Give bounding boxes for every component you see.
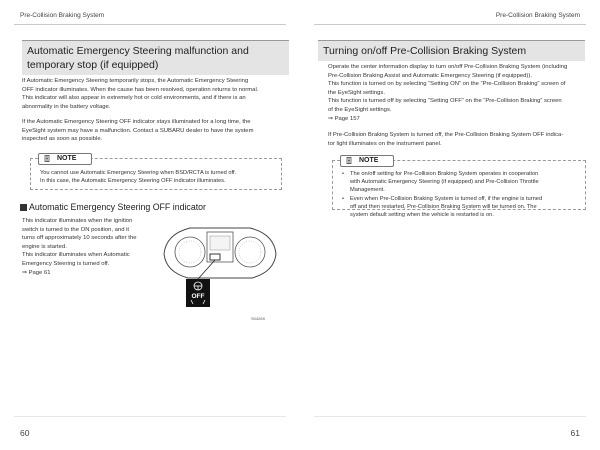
note-body-right bbox=[342, 170, 579, 219]
text-line: If Automatic Emergency Steering temporarily stops, the Automatic Emergency Steering bbox=[22, 78, 249, 84]
text-line: system default setting when the vehicle is restarted is on. bbox=[350, 212, 494, 219]
text-line: tor light illuminates on the instrument panel. bbox=[328, 140, 442, 147]
text-line: of the EyeSight settings. bbox=[328, 106, 392, 113]
running-header-right: Pre-Collision Braking System bbox=[495, 12, 580, 19]
text-line: OFF indicator illuminates. When the cause has been resolved, operation returns to normal. bbox=[22, 86, 259, 93]
page-number-left: 60 bbox=[20, 428, 30, 438]
page-ref-157[interactable]: ⇒ Page 157 bbox=[328, 115, 360, 122]
section-title-malfunction bbox=[22, 40, 289, 75]
note-icon bbox=[346, 157, 352, 164]
footer-rule-left bbox=[14, 416, 286, 417]
text-line: Emergency Steering is turned off. bbox=[22, 260, 110, 267]
text-line: EyeSight system may have a malfunction. Contact a SUBARU dealer to have the system bbox=[22, 127, 254, 134]
text-line: This indicator will also appear in extremely hot or cold environments, and if there is an bbox=[22, 95, 246, 102]
off-indicator-paragraph bbox=[22, 217, 154, 277]
section-title-line-1: Automatic Emergency Steering malfunction and bbox=[27, 45, 249, 57]
left-gauge bbox=[175, 237, 205, 267]
text-line: Pre-Collision Braking Assist and Automatic Emergency Steering (if equipped)). bbox=[328, 72, 532, 79]
text-line: If Pre-Collision Braking System is turned off, the Pre-Collision Braking System OFF indica- bbox=[328, 132, 564, 138]
bullet-dot-icon: • bbox=[342, 195, 344, 202]
instrument-cluster-figure bbox=[160, 222, 280, 320]
on-off-paragraph-1 bbox=[328, 63, 590, 123]
header-rule-right bbox=[314, 24, 586, 25]
bullet-dot-icon: • bbox=[342, 171, 344, 177]
text-line: This function is turned off by selecting “Setting OFF” on the “Pre-Collision Braking” screen bbox=[328, 98, 562, 105]
text-line: The on/off setting for Pre-Collision Braking System operates in cooperation bbox=[350, 171, 539, 177]
text-line: switch is turned to the ON position, and it bbox=[22, 226, 130, 233]
square-bullet-icon bbox=[20, 204, 27, 211]
subsection-title-off-indicator bbox=[20, 202, 206, 212]
subsection-title-text: Automatic Emergency Steering OFF indicator bbox=[29, 202, 206, 212]
text-line: Even when Pre-Collision Braking System is turned off, if the engine is turned bbox=[350, 195, 543, 202]
text-line: Operate the center information display to turn on/off Pre-Collision Braking System (including bbox=[328, 64, 568, 70]
figure-code: S04269 bbox=[251, 316, 265, 321]
text-line: off and then restarted, Pre-Collision Braking System will be turned on. The bbox=[350, 203, 537, 210]
note-bullet-item bbox=[342, 195, 579, 220]
right-gauge bbox=[235, 237, 265, 267]
text-line: You cannot use Automatic Emergency Steering when BSD/RCTA is turned off. bbox=[40, 170, 237, 176]
right-page bbox=[300, 0, 600, 450]
text-line: Management. bbox=[350, 187, 385, 194]
text-line: engine is started. bbox=[22, 243, 67, 250]
footer-rule-right bbox=[314, 416, 586, 417]
note-icon bbox=[44, 155, 50, 162]
page-number-right: 61 bbox=[570, 428, 580, 438]
malfunction-paragraph-2 bbox=[22, 118, 284, 144]
text-line: In this case, the Automatic Emergency Steering OFF indicator illuminates. bbox=[40, 178, 226, 185]
text-line: with Automatic Emergency Steering (if equipped) and Pre-Collision Throttle bbox=[350, 179, 539, 186]
malfunction-paragraph-1 bbox=[22, 77, 284, 111]
center-display-inner bbox=[210, 236, 230, 250]
note-box-left bbox=[30, 155, 282, 190]
note-label-text: NOTE bbox=[57, 155, 77, 162]
running-header-left: Pre-Collision Braking System bbox=[20, 12, 105, 19]
text-line: This indicator illuminates when Automatic bbox=[22, 252, 130, 259]
note-label-text: NOTE bbox=[359, 157, 379, 164]
text-line: This function is turned on by selecting “Setting ON” on the “Pre-Collision Braking” screen of bbox=[328, 81, 566, 88]
indicator-off-text: OFF bbox=[191, 293, 205, 300]
note-body-left bbox=[40, 169, 275, 185]
on-off-paragraph-2 bbox=[328, 131, 590, 148]
section-title-turning-on-off: Turning on/off Pre-Collision Braking System bbox=[318, 40, 585, 61]
header-rule-left bbox=[14, 24, 286, 25]
note-label bbox=[340, 155, 394, 167]
text-line: the EyeSight settings. bbox=[328, 89, 385, 96]
text-line: If the Automatic Emergency Steering OFF indicator stays illuminated for a long time, the bbox=[22, 119, 251, 125]
note-bullet-item bbox=[342, 170, 579, 195]
text-line: inspected as soon as possible. bbox=[22, 136, 103, 143]
text-line: This indicator illuminates when the ignition bbox=[22, 218, 133, 224]
section-title-line-2: temporary stop (if equipped) bbox=[27, 59, 159, 71]
note-box-right bbox=[332, 157, 586, 219]
note-label bbox=[38, 153, 92, 165]
text-line: abnormality in the battery voltage. bbox=[22, 103, 111, 110]
text-line: turns off approximately 10 seconds after the bbox=[22, 235, 137, 242]
page-ref-61[interactable]: ⇒ Page 61 bbox=[22, 269, 51, 276]
